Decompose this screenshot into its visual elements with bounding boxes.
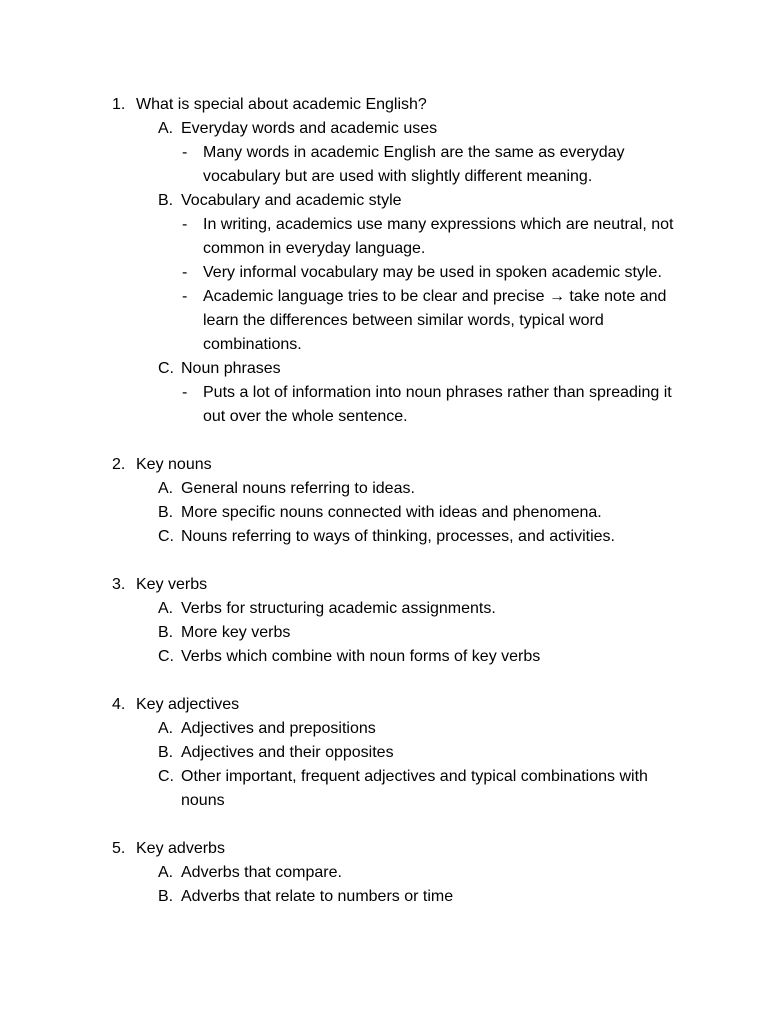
section-heading — [112, 573, 712, 597]
subitem — [112, 525, 712, 549]
section-number: 2. — [112, 456, 126, 473]
subitem-letter: B. — [158, 192, 174, 209]
outline-section — [112, 573, 712, 669]
outline-section — [112, 453, 712, 549]
subitem — [112, 861, 712, 885]
subitem-text: Adverbs that compare. — [181, 864, 342, 881]
outline-section — [112, 93, 712, 429]
subitem-text: Verbs for structuring academic assignments. — [181, 600, 496, 617]
bullet-text: Academic language tries to be clear and precise → take note and learn the differences between similar words, typical word combinations. — [203, 288, 667, 353]
bullet-dash: - — [182, 264, 188, 281]
bullet-text: Puts a lot of information into noun phrases rather than spreading it out over the whole sentence. — [203, 384, 672, 425]
subitem-letter: A. — [158, 480, 174, 497]
section-number: 5. — [112, 840, 126, 857]
subitem-text: Adverbs that relate to numbers or time — [181, 888, 454, 905]
subitem — [112, 645, 712, 669]
subitem-letter: C. — [158, 360, 174, 377]
subitem — [112, 357, 712, 381]
bullet-dash: - — [182, 144, 188, 161]
subitem — [112, 117, 712, 141]
subitem-text: More key verbs — [181, 624, 291, 641]
subitem-letter: B. — [158, 888, 174, 905]
subitem — [112, 621, 712, 645]
section-heading — [112, 837, 712, 861]
bullet-item — [112, 381, 712, 429]
section-title: Key nouns — [136, 456, 212, 473]
section-number: 3. — [112, 576, 126, 593]
section-title: What is special about academic English? — [136, 96, 427, 113]
subitem-text: More specific nouns connected with ideas and phenomena. — [181, 504, 602, 521]
subitem — [112, 885, 712, 909]
bullet-dash: - — [182, 288, 188, 305]
subitem-letter: A. — [158, 120, 174, 137]
subitem-letter: A. — [158, 864, 174, 881]
subitem-letter: B. — [158, 744, 174, 761]
subitem-letter: B. — [158, 504, 174, 521]
subitem-letter: C. — [158, 768, 174, 785]
bullet-text: In writing, academics use many expressions which are neutral, not common in everyday language. — [203, 216, 674, 257]
subitem — [112, 501, 712, 525]
subitem — [112, 597, 712, 621]
subitem — [112, 477, 712, 501]
section-title: Key adjectives — [136, 696, 240, 713]
subitem-letter: A. — [158, 720, 174, 737]
outline-list — [112, 93, 712, 933]
section-heading — [112, 93, 712, 117]
bullet-text: Many words in academic English are the same as everyday vocabulary but are used with slightly different meaning. — [203, 144, 625, 185]
section-number: 1. — [112, 96, 126, 113]
subitem-text: General nouns referring to ideas. — [181, 480, 415, 497]
subitem — [112, 717, 712, 741]
subitem-text: Everyday words and academic uses — [181, 120, 438, 137]
subitem-text: Noun phrases — [181, 360, 281, 377]
subitem-text: Adjectives and prepositions — [181, 720, 376, 737]
bullet-item — [112, 285, 712, 357]
bullet-item — [112, 261, 712, 285]
section-title: Key adverbs — [136, 840, 225, 857]
subitem-letter: B. — [158, 624, 174, 641]
subitem — [112, 189, 712, 213]
bullet-dash: - — [182, 384, 188, 401]
section-heading — [112, 453, 712, 477]
subitem — [112, 765, 712, 813]
subitem — [112, 741, 712, 765]
bullet-item — [112, 141, 712, 189]
subitem-letter: C. — [158, 648, 174, 665]
subitem-text: Verbs which combine with noun forms of key verbs — [181, 648, 541, 665]
bullet-dash: - — [182, 216, 188, 233]
section-number: 4. — [112, 696, 126, 713]
subitem-text: Nouns referring to ways of thinking, processes, and activities. — [181, 528, 615, 545]
section-heading — [112, 693, 712, 717]
bullet-text: Very informal vocabulary may be used in spoken academic style. — [203, 264, 662, 281]
outline-section — [112, 693, 712, 813]
subitem-letter: C. — [158, 528, 174, 545]
subitem-text: Adjectives and their opposites — [181, 744, 394, 761]
bullet-item — [112, 213, 712, 261]
subitem-letter: A. — [158, 600, 174, 617]
outline-section — [112, 837, 712, 909]
subitem-text: Vocabulary and academic style — [181, 192, 402, 209]
subitem-text: Other important, frequent adjectives and typical combinations with nouns — [181, 768, 648, 809]
section-title: Key verbs — [136, 576, 208, 593]
